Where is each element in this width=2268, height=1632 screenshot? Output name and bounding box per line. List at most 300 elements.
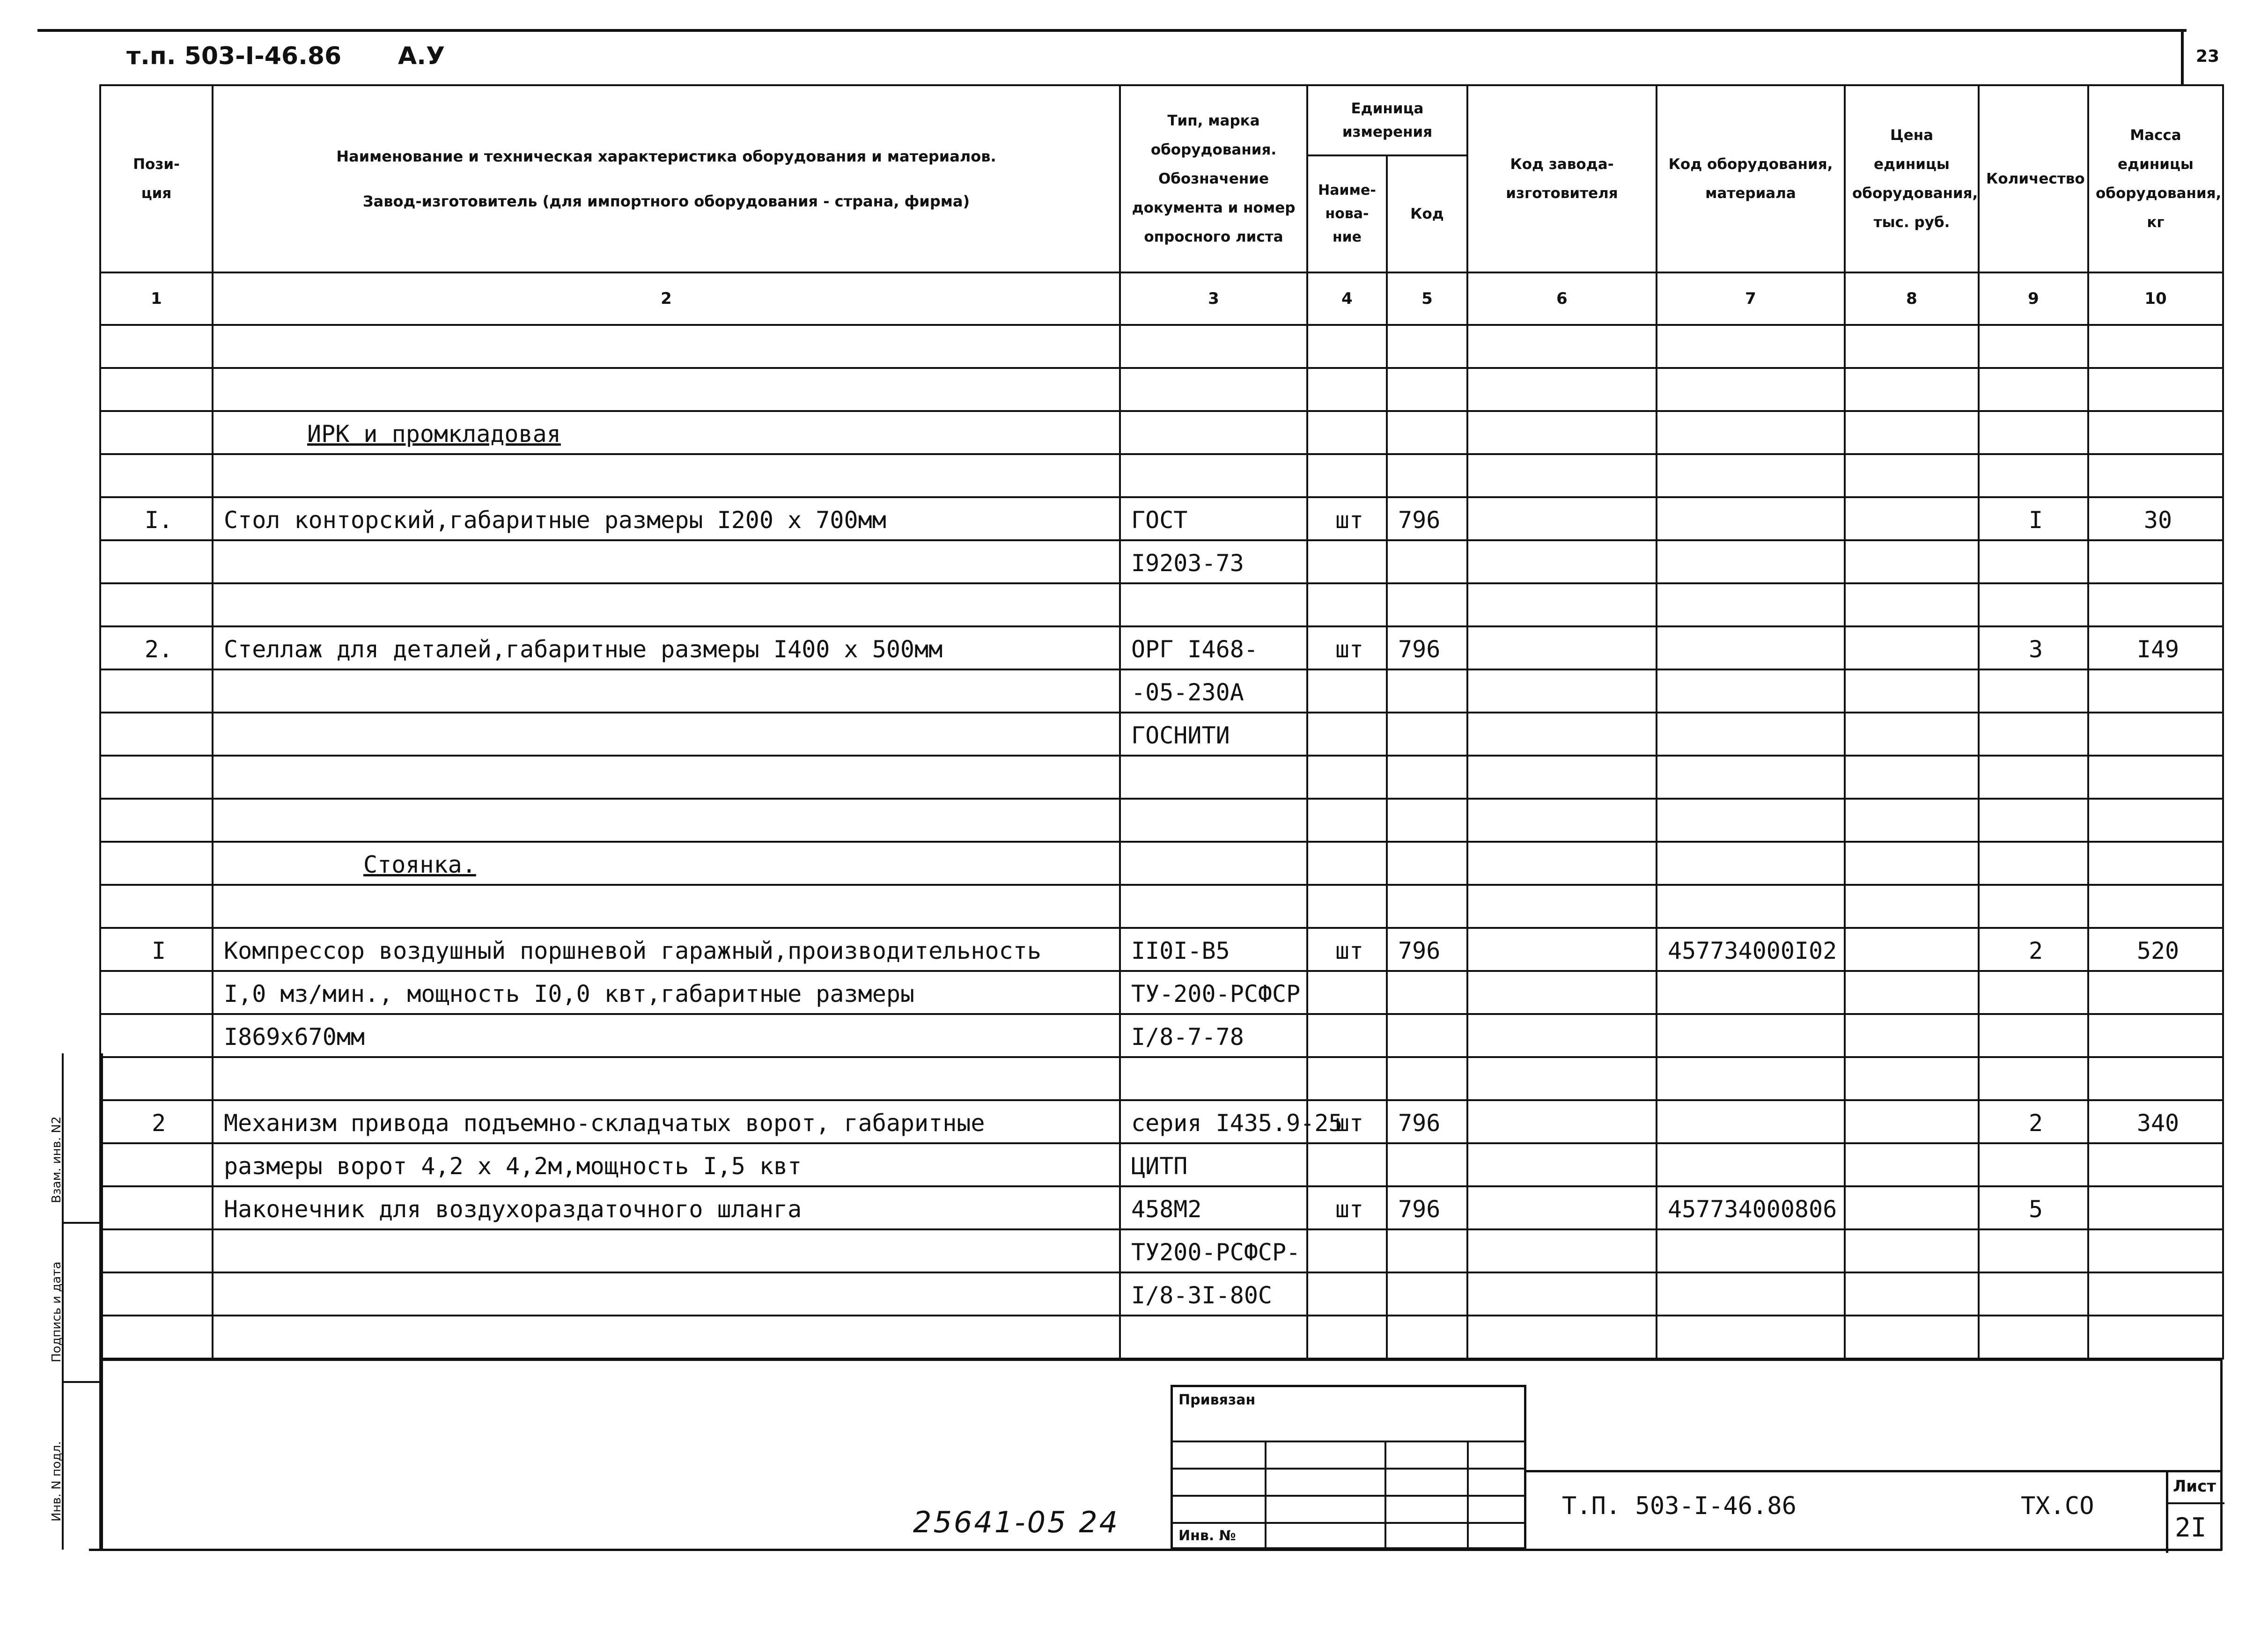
cell-mass: [2088, 1014, 2223, 1057]
cell-price: [1845, 497, 1979, 540]
table-cell: [2088, 1057, 2223, 1100]
table-cell: [1307, 885, 1387, 928]
cell-type: -05-230А: [1120, 669, 1307, 713]
cell-qty: [1979, 971, 2088, 1014]
header-unit-name: Наиме-нова-ние: [1307, 155, 1387, 272]
top-rule: [37, 29, 2187, 32]
table-row: [100, 1272, 2223, 1316]
table-row: [100, 669, 2223, 713]
col-num: 2: [213, 272, 1120, 325]
cell-unit: [1307, 669, 1387, 713]
table-cell: [2088, 325, 2223, 368]
section-heading: ИРК и промкладовая: [213, 411, 1120, 454]
cell-unit: [1307, 1272, 1387, 1316]
cell-type: I9203-73: [1120, 540, 1307, 583]
table-cell: [1307, 799, 1387, 842]
cell-pos: [100, 1186, 213, 1229]
cell-mass: I49: [2088, 626, 2223, 669]
table-cell: [213, 1316, 1120, 1359]
table-cell: [213, 454, 1120, 497]
table-cell: [1387, 583, 1467, 626]
table-cell: [1845, 799, 1979, 842]
table-cell: [1657, 325, 1845, 368]
table-cell: [1307, 368, 1387, 411]
cell-maker: [1467, 1186, 1657, 1229]
col-num: 6: [1467, 272, 1657, 325]
table-cell: [1467, 454, 1657, 497]
cell-type: ОРГ I468-: [1120, 626, 1307, 669]
cell-code: [1387, 713, 1467, 756]
cell-maker: [1467, 1229, 1657, 1272]
title-block-code: Т.П. 503-I-46.86: [1562, 1492, 1797, 1520]
table-cell: [213, 885, 1120, 928]
cell-equip: [1657, 540, 1845, 583]
frame-left-edge: [99, 1359, 102, 1551]
table-cell: [1387, 842, 1467, 885]
table-cell: [1307, 454, 1387, 497]
cell-mass: [2088, 1229, 2223, 1272]
table-cell: [1845, 583, 1979, 626]
table-cell: [100, 368, 213, 411]
table-cell: [1387, 368, 1467, 411]
table-cell: [213, 756, 1120, 799]
table-cell: [1657, 1057, 1845, 1100]
cell-qty: 2: [1979, 1100, 2088, 1143]
table-cell: [213, 799, 1120, 842]
cell-type: I/8-3I-80С: [1120, 1272, 1307, 1316]
table-cell: [1387, 411, 1467, 454]
cell-name: I869x670мм: [213, 1014, 1120, 1057]
cell-pos: I: [100, 928, 213, 971]
stamp-rule: [1173, 1522, 1524, 1524]
corner-page-number: 23: [2196, 47, 2220, 66]
table-cell: [2088, 583, 2223, 626]
table-cell: [1657, 411, 1845, 454]
table-cell: [1979, 583, 2088, 626]
empty-row: [100, 325, 2223, 368]
handwritten-archive-number: 25641-05 24: [913, 1505, 1120, 1539]
stamp-rule: [1173, 1468, 1524, 1470]
table-cell: [100, 799, 213, 842]
table-cell: [1845, 1057, 1979, 1100]
cell-price: [1845, 1100, 1979, 1143]
cell-name: [213, 540, 1120, 583]
table-cell: [100, 756, 213, 799]
cell-equip: [1657, 497, 1845, 540]
cell-type: ЦИТП: [1120, 1143, 1307, 1186]
cell-name: Компрессор воздушный поршневой гаражный,производительность: [213, 928, 1120, 971]
cell-qty: [1979, 1272, 2088, 1316]
cell-price: [1845, 626, 1979, 669]
table-cell: [1979, 454, 2088, 497]
table-row: [100, 928, 2223, 971]
stamp-rule: [1173, 1495, 1524, 1497]
stamp-rule: [1173, 1441, 1524, 1442]
cell-unit: [1307, 713, 1387, 756]
cell-qty: 5: [1979, 1186, 2088, 1229]
table-cell: [1979, 885, 2088, 928]
cell-unit: шт: [1307, 626, 1387, 669]
stamp-col-rule: [1467, 1442, 1469, 1551]
cell-qty: [1979, 1014, 2088, 1057]
cell-unit: [1307, 971, 1387, 1014]
table-cell: [1467, 368, 1657, 411]
cell-equip: [1657, 713, 1845, 756]
cell-mass: 340: [2088, 1100, 2223, 1143]
specification-table: [99, 84, 2224, 1360]
cell-maker: [1467, 971, 1657, 1014]
document-code-header: т.п. 503-I-46.86: [126, 42, 342, 70]
table-cell: [1120, 885, 1307, 928]
table-cell: [213, 1057, 1120, 1100]
cell-name: [213, 1272, 1120, 1316]
cell-type: II0I-B5: [1120, 928, 1307, 971]
empty-row: [100, 1316, 2223, 1359]
header-mass: Масса единицы оборудования, кг: [2088, 85, 2223, 272]
cell-code: [1387, 540, 1467, 583]
table-cell: [1979, 1316, 2088, 1359]
cell-maker: [1467, 928, 1657, 971]
col-num: 9: [1979, 272, 2088, 325]
cell-unit: [1307, 540, 1387, 583]
header-name-line1: Наименование и техническая характеристика оборудования и материалов.: [336, 147, 996, 165]
cell-pos: I.: [100, 497, 213, 540]
header-equipment-code: Код оборудования, материала: [1657, 85, 1845, 272]
col-num: 1: [100, 272, 213, 325]
cell-maker: [1467, 540, 1657, 583]
table-cell: [2088, 885, 2223, 928]
table-cell: [1387, 885, 1467, 928]
cell-equip: [1657, 1272, 1845, 1316]
table-cell: [1120, 842, 1307, 885]
header-unit: Единица измерения: [1307, 85, 1467, 155]
cell-code: 796: [1387, 928, 1467, 971]
header-name-line2: Завод-изготовитель (для импортного оборудования - страна, фирма): [362, 192, 970, 210]
strip-label-replaced-inv: Взам. инв. N2: [50, 1116, 64, 1203]
cell-maker: [1467, 1272, 1657, 1316]
table-cell: [1120, 756, 1307, 799]
cell-price: [1845, 1014, 1979, 1057]
cell-price: [1845, 540, 1979, 583]
cell-code: [1387, 1272, 1467, 1316]
table-cell: [2088, 799, 2223, 842]
table-cell: [213, 368, 1120, 411]
table-cell: [1979, 756, 2088, 799]
table-cell: [1657, 842, 1845, 885]
table-cell: [100, 1316, 213, 1359]
col-num: 4: [1307, 272, 1387, 325]
table-cell: [100, 842, 213, 885]
table-cell: [1979, 842, 2088, 885]
header-maker-code: Код завода-изготовителя: [1467, 85, 1657, 272]
table-cell: [1845, 885, 1979, 928]
table-cell: [1307, 1057, 1387, 1100]
table-row: [100, 626, 2223, 669]
table-cell: [1845, 411, 1979, 454]
cell-equip: [1657, 1143, 1845, 1186]
cell-code: 796: [1387, 1100, 1467, 1143]
table-cell: [1467, 583, 1657, 626]
table-cell: [1467, 756, 1657, 799]
table-cell: [1120, 368, 1307, 411]
cell-name: I,0 мз/мин., мощность I0,0 квт,габаритные размеры: [213, 971, 1120, 1014]
table-cell: [1387, 756, 1467, 799]
cell-maker: [1467, 1100, 1657, 1143]
empty-row: [100, 368, 2223, 411]
table-cell: [1387, 454, 1467, 497]
table-row: [100, 540, 2223, 583]
cell-equip: [1657, 669, 1845, 713]
section-row: [100, 411, 2223, 454]
table-cell: [1120, 1057, 1307, 1100]
table-cell: [1467, 1057, 1657, 1100]
section-heading: Стоянка.: [213, 842, 1120, 885]
table-cell: [1979, 411, 2088, 454]
col-num: 7: [1657, 272, 1845, 325]
strip-label-inv-original: Инв. N подл.: [50, 1441, 64, 1522]
table-cell: [1467, 842, 1657, 885]
table-cell: [1307, 756, 1387, 799]
table-cell: [100, 411, 213, 454]
header-name: [213, 85, 1120, 272]
cell-name: Наконечник для воздухораздаточного шланга: [213, 1186, 1120, 1229]
cell-mass: [2088, 1143, 2223, 1186]
table-cell: [1657, 583, 1845, 626]
table-row: [100, 1014, 2223, 1057]
table-cell: [1387, 325, 1467, 368]
table-cell: [1979, 799, 2088, 842]
col-num: 5: [1387, 272, 1467, 325]
table-cell: [1657, 885, 1845, 928]
table-cell: [1467, 799, 1657, 842]
cell-pos: [100, 713, 213, 756]
header-price: Цена единицы оборудования, тыс. руб.: [1845, 85, 1979, 272]
table-cell: [213, 325, 1120, 368]
cell-pos: [100, 1014, 213, 1057]
empty-row: [100, 756, 2223, 799]
stamp-col-rule: [1384, 1442, 1386, 1551]
cell-price: [1845, 669, 1979, 713]
table-cell: [1657, 1316, 1845, 1359]
cell-pos: [100, 971, 213, 1014]
cell-qty: [1979, 1143, 2088, 1186]
cell-maker: [1467, 669, 1657, 713]
cell-maker: [1467, 1143, 1657, 1186]
cell-maker: [1467, 713, 1657, 756]
table-row: [100, 1143, 2223, 1186]
cell-equip: [1657, 1100, 1845, 1143]
table-cell: [1387, 799, 1467, 842]
cell-price: [1845, 1186, 1979, 1229]
table-cell: [1467, 1316, 1657, 1359]
cell-mass: [2088, 669, 2223, 713]
cell-unit: шт: [1307, 1186, 1387, 1229]
table-cell: [1120, 411, 1307, 454]
table-row: [100, 971, 2223, 1014]
table-cell: [1845, 368, 1979, 411]
empty-row: [100, 799, 2223, 842]
table-cell: [100, 583, 213, 626]
cell-type: серия I435.9-25: [1120, 1100, 1307, 1143]
sheet-number: 2I: [2175, 1513, 2207, 1543]
cell-equip: [1657, 1229, 1845, 1272]
table-cell: [2088, 756, 2223, 799]
sheet-label: Лист: [2173, 1477, 2216, 1496]
cell-price: [1845, 1272, 1979, 1316]
table-cell: [1845, 756, 1979, 799]
table-cell: [2088, 411, 2223, 454]
table-cell: [100, 1057, 213, 1100]
cell-type: I/8-7-78: [1120, 1014, 1307, 1057]
empty-row: [100, 885, 2223, 928]
cell-mass: [2088, 1272, 2223, 1316]
table-row: [100, 713, 2223, 756]
cell-equip: 457734000I02: [1657, 928, 1845, 971]
table-body: [100, 325, 2223, 1359]
table-cell: [100, 885, 213, 928]
cell-maker: [1467, 497, 1657, 540]
cell-pos: [100, 1143, 213, 1186]
strip-divider: [64, 1381, 103, 1383]
table-cell: [1387, 1057, 1467, 1100]
cell-pos: 2.: [100, 626, 213, 669]
cell-price: [1845, 713, 1979, 756]
table-cell: [213, 583, 1120, 626]
table-cell: [1979, 1057, 2088, 1100]
cell-type: ТУ200-РСФСР-: [1120, 1229, 1307, 1272]
strip-divider: [64, 1222, 103, 1224]
section-row: [100, 842, 2223, 885]
table-cell: [1467, 885, 1657, 928]
cell-mass: [2088, 971, 2223, 1014]
top-right-divider: [2181, 29, 2184, 85]
table-cell: [2088, 842, 2223, 885]
strip-label-signature-date: Подпись и дата: [50, 1261, 64, 1362]
cell-mass: [2088, 540, 2223, 583]
col-num: 8: [1845, 272, 1979, 325]
cell-unit: [1307, 1229, 1387, 1272]
table-cell: [2088, 454, 2223, 497]
cell-equip: 457734000806: [1657, 1186, 1845, 1229]
cell-code: 796: [1387, 497, 1467, 540]
header-quantity: Количество: [1979, 85, 2088, 272]
cell-qty: 2: [1979, 928, 2088, 971]
header-position: Пози- ция: [100, 85, 213, 272]
cell-price: [1845, 971, 1979, 1014]
cell-code: [1387, 971, 1467, 1014]
cell-name: Стеллаж для деталей,габаритные размеры I400 x 500мм: [213, 626, 1120, 669]
cell-unit: шт: [1307, 1100, 1387, 1143]
col-num: 10: [2088, 272, 2223, 325]
stamp-col-rule: [1265, 1442, 1267, 1551]
table-cell: [100, 454, 213, 497]
cell-qty: [1979, 713, 2088, 756]
cell-name: [213, 713, 1120, 756]
header-row-1: [100, 85, 2223, 155]
cell-maker: [1467, 626, 1657, 669]
table-row: [100, 497, 2223, 540]
table-cell: [1120, 799, 1307, 842]
table-cell: [1120, 583, 1307, 626]
cell-type: ГОСНИТИ: [1120, 713, 1307, 756]
cell-qty: I: [1979, 497, 2088, 540]
sheet-rule: [2168, 1502, 2224, 1504]
cell-mass: [2088, 1186, 2223, 1229]
table-cell: [1845, 1316, 1979, 1359]
table-cell: [1845, 454, 1979, 497]
cell-code: [1387, 1014, 1467, 1057]
cell-equip: [1657, 971, 1845, 1014]
table-cell: [1307, 325, 1387, 368]
table-row: [100, 1100, 2223, 1143]
cell-unit: шт: [1307, 497, 1387, 540]
cell-pos: [100, 1272, 213, 1316]
empty-row: [100, 454, 2223, 497]
cell-mass: 30: [2088, 497, 2223, 540]
cell-name: размеры ворот 4,2 x 4,2м,мощность I,5 квт: [213, 1143, 1120, 1186]
cell-name: Стол конторский,габаритные размеры I200 x 700мм: [213, 497, 1120, 540]
cell-code: 796: [1387, 1186, 1467, 1229]
cell-price: [1845, 1229, 1979, 1272]
binding-stamp: [1171, 1385, 1526, 1550]
table-cell: [100, 325, 213, 368]
section-code-header: А.У: [398, 42, 445, 70]
table-cell: [1979, 325, 2088, 368]
cell-pos: [100, 1229, 213, 1272]
cell-qty: 3: [1979, 626, 2088, 669]
cell-type: 458М2: [1120, 1186, 1307, 1229]
header-unit-code: Код: [1387, 155, 1467, 272]
table-cell: [2088, 1316, 2223, 1359]
cell-maker: [1467, 1014, 1657, 1057]
table-cell: [1657, 368, 1845, 411]
table-cell: [1387, 1316, 1467, 1359]
table-cell: [1307, 411, 1387, 454]
table-cell: [1845, 842, 1979, 885]
table-cell: [1657, 799, 1845, 842]
table-cell: [1307, 583, 1387, 626]
title-block-subcode: ТХ.СО: [2021, 1492, 2094, 1520]
table-cell: [1120, 325, 1307, 368]
cell-price: [1845, 1143, 1979, 1186]
table-row: [100, 1186, 2223, 1229]
table-bottom-line: [99, 1359, 2222, 1361]
table-cell: [1120, 1316, 1307, 1359]
cell-pos: [100, 669, 213, 713]
cell-qty: [1979, 1229, 2088, 1272]
cell-mass: [2088, 713, 2223, 756]
col-num: 3: [1120, 272, 1307, 325]
cell-code: 796: [1387, 626, 1467, 669]
cell-equip: [1657, 626, 1845, 669]
cell-pos: 2: [100, 1100, 213, 1143]
table-cell: [1307, 842, 1387, 885]
table-cell: [1467, 325, 1657, 368]
cell-price: [1845, 928, 1979, 971]
cell-name: Механизм привода подъемно-складчатых ворот, габаритные: [213, 1100, 1120, 1143]
left-approval-strip: [50, 1053, 103, 1550]
column-number-row: [100, 272, 2223, 325]
cell-unit: шт: [1307, 928, 1387, 971]
table-cell: [1467, 411, 1657, 454]
table-cell: [1120, 454, 1307, 497]
cell-name: [213, 1229, 1120, 1272]
cell-qty: [1979, 540, 2088, 583]
cell-unit: [1307, 1143, 1387, 1186]
table-cell: [1657, 454, 1845, 497]
cell-code: [1387, 1143, 1467, 1186]
cell-equip: [1657, 1014, 1845, 1057]
